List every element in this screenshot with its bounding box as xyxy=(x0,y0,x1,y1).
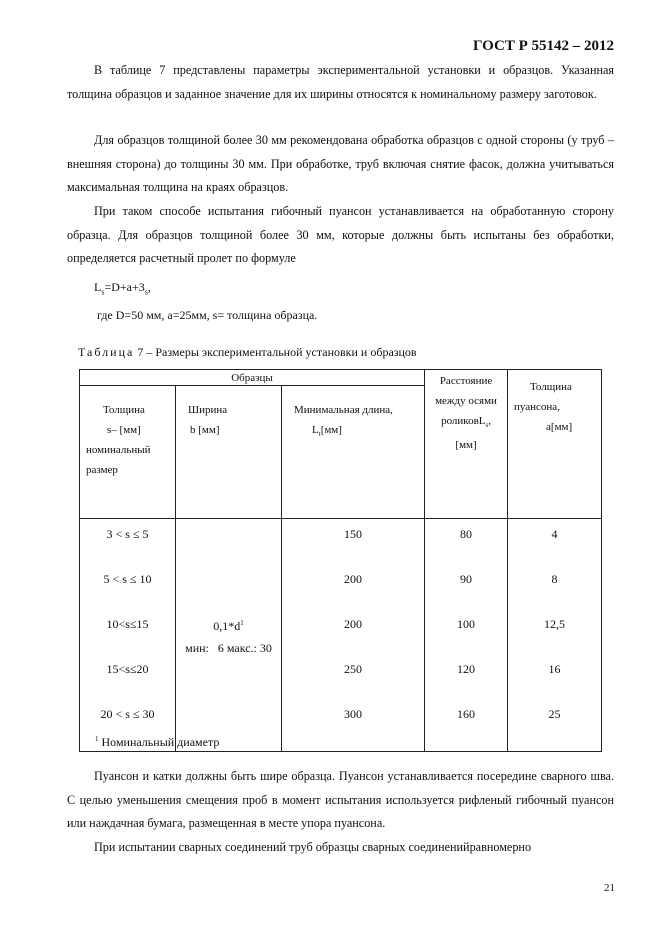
thickness-value: 15<s≤20 xyxy=(106,662,149,676)
paragraph-intro: В таблице 7 представлены параметры экспериментальной установки и образцов. Указанная толщина образцов и заданное значение для их ширины относятся к номинальному размеру заготовок. xyxy=(67,63,614,101)
min-length-value: 250 xyxy=(344,662,363,676)
paragraph-machining: Для образцов толщиной более 30 мм рекомендована обработка образцов с одной стороны (у труб – внешняя сторона) до толщины 30 мм. При обработке, труб включая снятие фасок, должна учитываться максимальная толщина на краях образцов. xyxy=(67,133,614,194)
punch-thickness-value: 4 xyxy=(551,527,558,541)
header-min-length: Минимальная длина, $L_t[мм]$ xyxy=(282,386,425,519)
thickness-value: 10<s≤15 xyxy=(106,617,149,631)
thickness-value: 3 < s ≤ 5 xyxy=(106,527,149,541)
min-length-value: 200 xyxy=(344,572,363,586)
header-width: Ширина b [мм] xyxy=(176,386,282,519)
roller-distance-value: 100 xyxy=(457,617,476,631)
paragraph-pipe-welds: При испытании сварных соединений труб образцы сварных соединенийравномерно xyxy=(94,840,532,854)
min-length-value: 300 xyxy=(344,707,363,721)
document-header: ГОСТ Р 55142 – 2012 xyxy=(472,38,614,54)
punch-thickness-value: 25 xyxy=(548,707,561,721)
punch-thickness-value: 16 xyxy=(548,662,561,676)
min-length-value: 150 xyxy=(344,527,363,541)
table-footnote: $^1$ Номинальный диаметр xyxy=(95,735,220,749)
paragraph-punch-width: Пуансон и катки должны быть шире образца. Пуансон устанавливается посередине сварного шва. С целью уменьшения смещения проб в момент испытания используется рифленый гибочный пуансон или наждачная бумага, размещенная в месте упора пуансона. xyxy=(67,769,614,830)
span-formula: $L_s=D+a+3_s$, xyxy=(94,280,151,297)
thickness-value: 20 < s ≤ 30 xyxy=(100,707,155,721)
specimen-parameters-table xyxy=(79,369,602,752)
roller-distance-value: 80 xyxy=(460,527,473,541)
min-length-values-cell xyxy=(282,519,425,752)
roller-distance-value: 120 xyxy=(457,662,476,676)
header-specimens: Образцы xyxy=(80,370,425,386)
min-length-value: 200 xyxy=(344,617,363,631)
roller-distance-value: 160 xyxy=(457,707,476,721)
punch-thickness-value: 8 xyxy=(551,572,558,586)
formula-legend: где D=50 мм, а=25мм, s= толщина образца. xyxy=(97,308,318,322)
table-caption: Таблица 7 – Размеры экспериментальной установки и образцов xyxy=(78,345,417,359)
roller-distance-values-cell xyxy=(425,519,508,752)
thickness-value: 5 < s ≤ 10 xyxy=(103,572,152,586)
header-thickness: Толщина s– [мм] номинальный размер xyxy=(80,386,176,519)
thickness-values-cell xyxy=(80,519,176,752)
width-value-cell: $0,1*d^1$ мин: 6 макс.: 30 xyxy=(176,519,282,752)
roller-distance-value: 90 xyxy=(460,572,473,586)
header-roller-distance: Расстояние между осями роликовL$_s$, [мм] xyxy=(425,370,508,519)
punch-thickness-values-cell xyxy=(508,519,602,752)
page-number: 21 xyxy=(604,882,615,894)
punch-thickness-value: 12,5 xyxy=(544,617,566,631)
paragraph-punch-setup: При таком способе испытания гибочный пуансон устанавливается на обработанную сторону образца. Для образцов толщиной более 30 мм, которые должны быть испытаны без обработки, определяется расчетный пролет по формуле xyxy=(67,204,614,265)
header-punch-thickness: Толщина пуансона, а[мм] xyxy=(508,370,602,519)
